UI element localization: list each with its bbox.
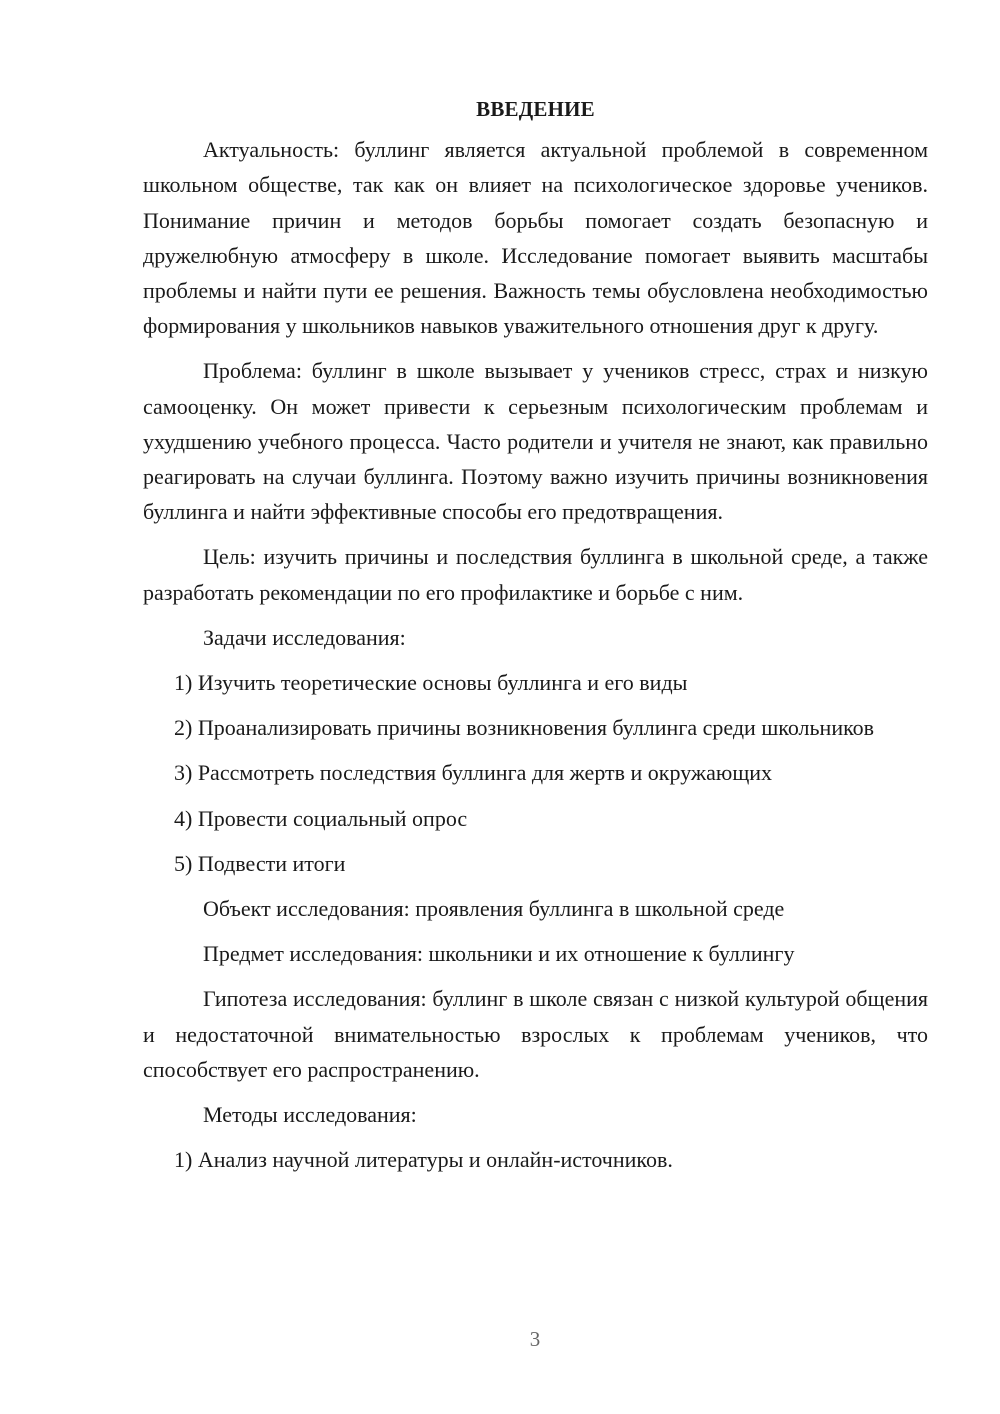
- task-item-1: 1) Изучить теоретические основы буллинга и его виды: [174, 670, 688, 696]
- research-subject: Предмет исследования: школьники и их отношение к буллингу: [203, 941, 795, 967]
- page-title: ВВЕДЕНИЕ: [476, 97, 595, 121]
- relevance-paragraph: Актуальность: буллинг является актуальной проблемой в современном школьном обществе, так как он влияет на психологическое здоровье учеников. Понимание причин и методов борьбы помогает создать безопасную и дружелюбную атмосферу в школе. Исследование помогает выявить масштабы проблемы и найти пути ее решения. Важность темы обусловлена необходимостью формирования у школьников навыков уважительного отношения друг к другу.: [143, 137, 928, 339]
- goal-paragraph: Цель: изучить причины и последствия буллинга в школьной среде, а также разработать рекомендации по его профилактике и борьбе с ним.: [143, 544, 928, 605]
- task-item-2: 2) Проанализировать причины возникновения буллинга среди школьников: [174, 715, 875, 741]
- research-object: Объект исследования: проявления буллинга в школьной среде: [203, 896, 785, 922]
- method-item-1: 1) Анализ научной литературы и онлайн-источников.: [174, 1147, 673, 1173]
- document-page: [143, 92, 928, 1187]
- hypothesis-paragraph: Гипотеза исследования: буллинг в школе связан с низкой культурой общения и недостаточной внимательностью взрослых к проблемам учеников, что способствует его распространению.: [143, 986, 928, 1082]
- problem-paragraph: Проблема: буллинг в школе вызывает у учеников стресс, страх и низкую самооценку. Он может привести к серьезным психологическим проблемам и ухудшению учебного процесса. Часто родители и учителя не знают, как правильно реагировать на случаи буллинга. Поэтому важно изучить причины возникновения буллинга и найти эффективные способы его предотвращения.: [143, 358, 928, 525]
- methods-heading: Методы исследования:: [203, 1102, 417, 1128]
- task-item-4: 4) Провести социальный опрос: [174, 805, 468, 831]
- page-number: 3: [529, 1327, 541, 1351]
- task-item-3: 3) Рассмотреть последствия буллинга для жертв и окружающих: [174, 760, 773, 786]
- tasks-heading: Задачи исследования:: [203, 624, 406, 650]
- task-item-5: 5) Подвести итоги: [174, 850, 346, 876]
